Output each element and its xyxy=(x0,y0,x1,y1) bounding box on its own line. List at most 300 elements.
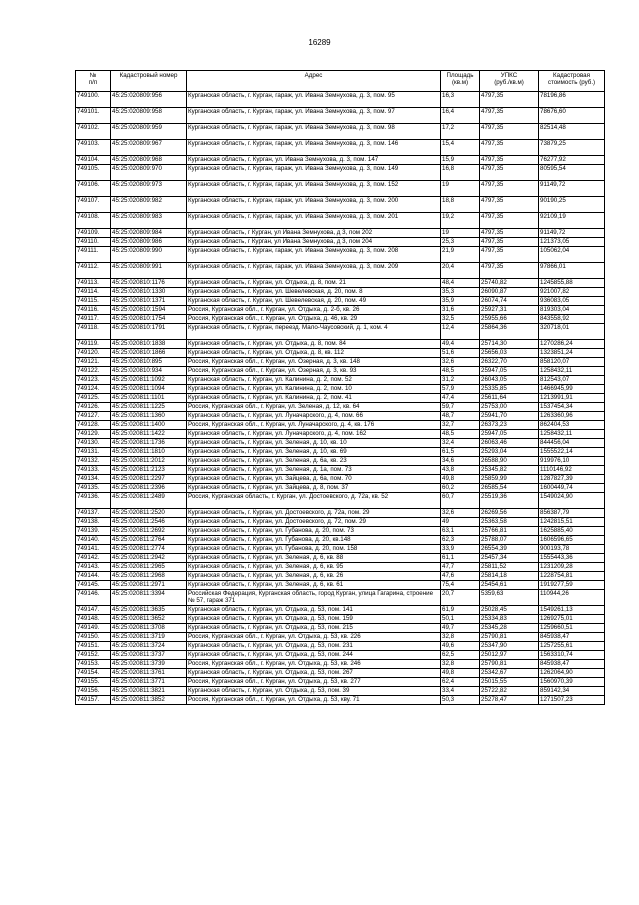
row-cadastral-value: 121373,05 xyxy=(539,238,605,247)
row-upks: 4797,35 xyxy=(480,140,539,156)
row-cadastral-value: 78196,86 xyxy=(539,92,605,108)
row-cadastral-number: 45:25:020811:1360 xyxy=(111,412,187,421)
row-cadastral-number: 45:25:020811:1400 xyxy=(111,421,187,430)
row-cadastral-number: 45:25:020809:990 xyxy=(111,247,187,263)
row-cadastral-number: 45:25:020809:956 xyxy=(111,92,187,108)
table-row xyxy=(76,527,605,536)
row-number: 749157. xyxy=(76,696,111,705)
row-number: 749154. xyxy=(76,669,111,678)
row-cadastral-value: 1549024,90 xyxy=(539,493,605,509)
table-row xyxy=(76,238,605,247)
row-cadastral-value: 919976,10 xyxy=(539,457,605,466)
row-number: 749102. xyxy=(76,124,111,140)
row-upks: 25788,07 xyxy=(480,536,539,545)
row-cadastral-value: 1213991,91 xyxy=(539,394,605,403)
row-cadastral-value: 859142,34 xyxy=(539,687,605,696)
row-number: 749141. xyxy=(76,545,111,554)
row-upks: 25342,67 xyxy=(480,669,539,678)
row-area: 48,5 xyxy=(441,430,480,439)
row-upks: 25859,99 xyxy=(480,475,539,484)
row-address: Курганская область, г. Курган, ул. Зеленая, д. 6, кв. 61 xyxy=(187,581,441,590)
row-cadastral-value: 856387,79 xyxy=(539,509,605,518)
row-area: 33,4 xyxy=(441,687,480,696)
row-upks: 26322,70 xyxy=(480,358,539,367)
row-number: 749145. xyxy=(76,581,111,590)
row-cadastral-number: 45:25:020811:3737 xyxy=(111,651,187,660)
row-number: 749129. xyxy=(76,430,111,439)
row-number: 749136. xyxy=(76,493,111,509)
row-address: Курганская область, г. Курган, ул. Зеленая, д. 6, кв. 88 xyxy=(187,554,441,563)
row-cadastral-number: 45:25:020811:1422 xyxy=(111,430,187,439)
row-address: Курганская область, г. Курган, ул. Шевелевская, д. 20, пом. 8 xyxy=(187,288,441,297)
row-address: Курганская область, г. Курган, ул. Достоевского, д. 72, пом. 29 xyxy=(187,518,441,527)
row-address: Курганская область, г. Курган, ул. Зеленая, д. 1а, пом. 73 xyxy=(187,466,441,475)
row-cadastral-value: 1555522,14 xyxy=(539,448,605,457)
row-area: 61,9 xyxy=(441,606,480,615)
table-row xyxy=(76,279,605,288)
table-row xyxy=(76,229,605,238)
row-cadastral-value: 1606596,65 xyxy=(539,536,605,545)
table-row xyxy=(76,696,605,705)
row-address: Курганская область, г. Курган, ул. Зеленая, д. 10, кв. 69 xyxy=(187,448,441,457)
row-cadastral-number: 45:25:020811:3821 xyxy=(111,687,187,696)
row-cadastral-value: 78676,60 xyxy=(539,108,605,124)
row-cadastral-number: 45:25:020809:982 xyxy=(111,197,187,213)
row-address: Курганская область, г. Курган, ул. Губанова, д. 20, пом. 158 xyxy=(187,545,441,554)
row-upks: 25947,05 xyxy=(480,430,539,439)
row-cadastral-number: 45:25:020811:2774 xyxy=(111,545,187,554)
row-upks: 25814,18 xyxy=(480,572,539,581)
row-cadastral-number: 45:25:020811:1225 xyxy=(111,403,187,412)
row-area: 25,3 xyxy=(441,238,480,247)
row-cadastral-value: 1245855,88 xyxy=(539,279,605,288)
row-upks: 25811,52 xyxy=(480,563,539,572)
row-upks: 25519,36 xyxy=(480,493,539,509)
row-area: 32,5 xyxy=(441,315,480,324)
row-number: 749124. xyxy=(76,385,111,394)
row-cadastral-number: 45:25:020809:983 xyxy=(111,213,187,229)
row-area: 49,6 xyxy=(441,642,480,651)
row-address: Курганская область, г. Курган, ул. Зайцева, д. 8, пом. 37 xyxy=(187,484,441,493)
row-area: 16,4 xyxy=(441,108,480,124)
row-upks: 4797,35 xyxy=(480,181,539,197)
row-area: 18,8 xyxy=(441,197,480,213)
row-cadastral-value: 320718,01 xyxy=(539,324,605,340)
row-area: 60,7 xyxy=(441,493,480,509)
row-cadastral-value: 1287827,39 xyxy=(539,475,605,484)
row-area: 19 xyxy=(441,181,480,197)
cadastral-table xyxy=(75,70,605,705)
row-upks: 26043,05 xyxy=(480,376,539,385)
row-area: 48,4 xyxy=(441,279,480,288)
row-address: Курганская область, г. Курган, гараж, ул. Ивана Земнухова, д. 3, пом. 209 xyxy=(187,263,441,279)
row-cadastral-value: 845938,47 xyxy=(539,633,605,642)
row-cadastral-number: 45:25:020811:3652 xyxy=(111,615,187,624)
row-area: 32,6 xyxy=(441,358,480,367)
row-cadastral-number: 45:25:020810:1791 xyxy=(111,324,187,340)
row-number: 749146. xyxy=(76,590,111,606)
row-upks: 25955,66 xyxy=(480,315,539,324)
row-area: 47,6 xyxy=(441,572,480,581)
row-area: 32,6 xyxy=(441,509,480,518)
row-number: 749112. xyxy=(76,263,111,279)
table-row xyxy=(76,554,605,563)
row-number: 749120. xyxy=(76,349,111,358)
row-area: 16,3 xyxy=(441,92,480,108)
row-address: Курганская область, г. Курган, гараж, ул. Ивана Земнухова, д. 3, пом. 95 xyxy=(187,92,441,108)
row-number: 749126. xyxy=(76,403,111,412)
row-cadastral-value: 97866,01 xyxy=(539,263,605,279)
row-area: 35,9 xyxy=(441,297,480,306)
row-cadastral-value: 80595,54 xyxy=(539,165,605,181)
row-number: 749143. xyxy=(76,563,111,572)
table-row xyxy=(76,315,605,324)
row-cadastral-number: 45:25:020810:1330 xyxy=(111,288,187,297)
row-area: 16,8 xyxy=(441,165,480,181)
row-cadastral-value: 1270286,24 xyxy=(539,340,605,349)
table-row xyxy=(76,669,605,678)
row-cadastral-number: 45:25:020811:3719 xyxy=(111,633,187,642)
row-upks: 25766,81 xyxy=(480,527,539,536)
row-cadastral-value: 1259660,51 xyxy=(539,624,605,633)
table-row xyxy=(76,651,605,660)
row-cadastral-value: 1600449,74 xyxy=(539,484,605,493)
row-address: Курганская область, г. Курган, ул. Отдыха, д. 53, пом. 141 xyxy=(187,606,441,615)
row-cadastral-number: 45:25:020811:1810 xyxy=(111,448,187,457)
row-upks: 5359,63 xyxy=(480,590,539,606)
row-area: 21,9 xyxy=(441,247,480,263)
row-address: Россия, Курганская обл., г. Курган, ул. Отдыха, д. 53, кв. 246 xyxy=(187,660,441,669)
row-cadastral-number: 45:25:020810:895 xyxy=(111,358,187,367)
row-address: Россия, Курганская обл., г. Курган, ул. Озерная, д. 3, кв. 148 xyxy=(187,358,441,367)
row-address: Россия, Курганская обл., г. Курган, ул. Зеленая, д. 12, кв. 64 xyxy=(187,403,441,412)
row-cadastral-number: 45:25:020811:3771 xyxy=(111,678,187,687)
row-number: 749114. xyxy=(76,288,111,297)
table-row xyxy=(76,367,605,376)
row-area: 32,7 xyxy=(441,421,480,430)
row-number: 749113. xyxy=(76,279,111,288)
row-area: 57,9 xyxy=(441,385,480,394)
row-area: 31,6 xyxy=(441,306,480,315)
row-address: Курганская область, г. Курган, ул. Отдыха, д. 53, пом. 244 xyxy=(187,651,441,660)
row-cadastral-number: 45:25:020809:967 xyxy=(111,140,187,156)
row-cadastral-number: 45:25:020811:2489 xyxy=(111,493,187,509)
row-area: 32,4 xyxy=(441,439,480,448)
row-address: Курганская область, г. Курган, ул. Луначарского, д. 4, пом. 66 xyxy=(187,412,441,421)
row-number: 749147. xyxy=(76,606,111,615)
row-address: Россия, Курганская обл., г. Курган, ул. Отдыха, д. 53, кв. 226 xyxy=(187,633,441,642)
table-row xyxy=(76,466,605,475)
row-cadastral-number: 45:25:020811:1092 xyxy=(111,376,187,385)
row-number: 749106. xyxy=(76,181,111,197)
row-cadastral-number: 45:25:020811:3708 xyxy=(111,624,187,633)
row-cadastral-number: 45:25:020809:986 xyxy=(111,238,187,247)
row-number: 749119. xyxy=(76,340,111,349)
row-upks: 25028,45 xyxy=(480,606,539,615)
row-cadastral-value: 73879,25 xyxy=(539,140,605,156)
row-cadastral-value: 1263360,96 xyxy=(539,412,605,421)
row-area: 33,9 xyxy=(441,545,480,554)
row-address: Курганская область, г. Курган, гараж, ул. Ивана Земнухова, д. 3, пом. 149 xyxy=(187,165,441,181)
row-cadastral-value: 862404,53 xyxy=(539,421,605,430)
row-address: Российская Федерация, Курганская область, город Курган, улица Гагарина, строение № 57, гараж 371 xyxy=(187,590,441,606)
row-number: 749111. xyxy=(76,247,111,263)
row-area: 43,8 xyxy=(441,466,480,475)
row-cadastral-value: 91149,72 xyxy=(539,229,605,238)
row-upks: 25864,36 xyxy=(480,324,539,340)
row-cadastral-value: 110944,26 xyxy=(539,590,605,606)
row-area: 49,7 xyxy=(441,624,480,633)
row-upks: 25740,82 xyxy=(480,279,539,288)
table-row xyxy=(76,306,605,315)
row-cadastral-number: 45:25:020810:1838 xyxy=(111,340,187,349)
row-upks: 25363,58 xyxy=(480,518,539,527)
row-area: 35,3 xyxy=(441,288,480,297)
row-upks: 25722,82 xyxy=(480,687,539,696)
table-row xyxy=(76,509,605,518)
row-upks: 4797,35 xyxy=(480,197,539,213)
row-upks: 26269,56 xyxy=(480,509,539,518)
table-row xyxy=(76,430,605,439)
row-cadastral-number: 45:25:020809:968 xyxy=(111,156,187,165)
row-cadastral-value: 819303,04 xyxy=(539,306,605,315)
row-upks: 4797,35 xyxy=(480,156,539,165)
table-row xyxy=(76,590,605,606)
row-address: Курганская область, г. Курган, ул. Отдыха, д. 53, пом. 215 xyxy=(187,624,441,633)
row-address: Курганская область, г. Курган, ул. Зеленая, д. 6, кв. 95 xyxy=(187,563,441,572)
row-number: 749137. xyxy=(76,509,111,518)
row-upks: 25656,03 xyxy=(480,349,539,358)
header-address: Адрес xyxy=(187,71,441,92)
header-cadastral-value: Кадастровая стоимость (руб.) xyxy=(539,71,605,92)
row-cadastral-value: 91149,72 xyxy=(539,181,605,197)
row-cadastral-value: 1466945,99 xyxy=(539,385,605,394)
row-number: 749152. xyxy=(76,651,111,660)
row-number: 749139. xyxy=(76,527,111,536)
row-upks: 25347,90 xyxy=(480,642,539,651)
row-area: 17,2 xyxy=(441,124,480,140)
row-area: 48,7 xyxy=(441,412,480,421)
table-row xyxy=(76,124,605,140)
table-row xyxy=(76,156,605,165)
table-row xyxy=(76,642,605,651)
row-cadastral-number: 45:25:020809:973 xyxy=(111,181,187,197)
row-cadastral-value: 1228754,81 xyxy=(539,572,605,581)
table-row xyxy=(76,403,605,412)
row-number: 749108. xyxy=(76,213,111,229)
row-address: Курганская область, г. Курган, ул. Зеленая, д. 10, кв. 10 xyxy=(187,439,441,448)
table-row xyxy=(76,92,605,108)
table-row xyxy=(76,340,605,349)
table-row xyxy=(76,536,605,545)
row-area: 51,6 xyxy=(441,349,480,358)
row-cadastral-number: 45:25:020811:2942 xyxy=(111,554,187,563)
row-number: 749109. xyxy=(76,229,111,238)
row-cadastral-value: 812543,07 xyxy=(539,376,605,385)
row-upks: 25335,85 xyxy=(480,385,539,394)
header-upks: УПКС (руб./кв.м) xyxy=(480,71,539,92)
row-upks: 25278,47 xyxy=(480,696,539,705)
row-address: Курганская область, г. Курган, ул. Губанова, д. 20, кв.148 xyxy=(187,536,441,545)
row-area: 75,4 xyxy=(441,581,480,590)
row-cadastral-number: 45:25:020811:3394 xyxy=(111,590,187,606)
row-address: Курганская область, г. Курган, ул. Зеленая, д. 6а, кв. 23 xyxy=(187,457,441,466)
row-cadastral-value: 844456,04 xyxy=(539,439,605,448)
row-upks: 25334,83 xyxy=(480,615,539,624)
row-address: Россия, Курганская обл., г. Курган, ул. Отдыха, д. 53, кв. 277 xyxy=(187,678,441,687)
row-cadastral-value: 82514,48 xyxy=(539,124,605,140)
row-address: Курганская область, г. Курган, гараж, ул. Ивана Земнухова, д. 3, пом. 97 xyxy=(187,108,441,124)
row-area: 34,6 xyxy=(441,457,480,466)
row-area: 62,5 xyxy=(441,651,480,660)
row-number: 749140. xyxy=(76,536,111,545)
row-address: Курганская область, г. Курган, ул. Отдыха, д. 8, кв. 112 xyxy=(187,349,441,358)
row-area: 63,1 xyxy=(441,527,480,536)
row-upks: 4797,35 xyxy=(480,124,539,140)
table-row xyxy=(76,581,605,590)
row-number: 749101. xyxy=(76,108,111,124)
header-number: № п/п xyxy=(76,71,111,92)
row-upks: 25790,81 xyxy=(480,633,539,642)
row-area: 20,4 xyxy=(441,263,480,279)
row-area: 49,4 xyxy=(441,340,480,349)
row-number: 749103. xyxy=(76,140,111,156)
row-cadastral-number: 45:25:020811:2297 xyxy=(111,475,187,484)
row-address: Курганская область, г. Курган, ул. Зеленая, д. 6, кв. 26 xyxy=(187,572,441,581)
row-upks: 26063,46 xyxy=(480,439,539,448)
header-cadastral-number: Кадастровый номер xyxy=(111,71,187,92)
table-row xyxy=(76,545,605,554)
table-row xyxy=(76,165,605,181)
row-address: Россия, Курганская обл., г. Курган, ул. Озерная, д. 3, кв. 93 xyxy=(187,367,441,376)
row-address: Россия, Курганская обл., г. Курган, ул. Отдыха, д. 2-б, кв. 26 xyxy=(187,306,441,315)
row-area: 50,1 xyxy=(441,615,480,624)
table-row xyxy=(76,484,605,493)
row-address: Курганская область, г. Курган, гараж, ул. Ивана Земнухова, д. 3, пом. 201 xyxy=(187,213,441,229)
row-upks: 4797,35 xyxy=(480,263,539,279)
row-number: 749131. xyxy=(76,448,111,457)
table-row xyxy=(76,358,605,367)
row-upks: 26074,74 xyxy=(480,297,539,306)
row-number: 749121. xyxy=(76,358,111,367)
row-cadastral-value: 1242815,51 xyxy=(539,518,605,527)
table-row xyxy=(76,324,605,340)
row-number: 749135. xyxy=(76,484,111,493)
row-cadastral-value: 936083,05 xyxy=(539,297,605,306)
row-address: Курганская область, г. Курган, ул. Шевелевская, д. 20, пом. 49 xyxy=(187,297,441,306)
row-number: 749122. xyxy=(76,367,111,376)
table-row xyxy=(76,606,605,615)
row-cadastral-value: 1269275,01 xyxy=(539,615,605,624)
row-number: 749138. xyxy=(76,518,111,527)
table-row xyxy=(76,213,605,229)
row-cadastral-number: 45:25:020811:3724 xyxy=(111,642,187,651)
row-cadastral-value: 1563310,74 xyxy=(539,651,605,660)
row-cadastral-value: 1537454,34 xyxy=(539,403,605,412)
row-number: 749123. xyxy=(76,376,111,385)
row-area: 47,4 xyxy=(441,394,480,403)
row-upks: 4797,35 xyxy=(480,238,539,247)
row-address: Курганская область, г. Курган, ул. Достоевского, д. 72а, пом. 29 xyxy=(187,509,441,518)
row-number: 749125. xyxy=(76,394,111,403)
row-address: Курганская область, г. Курган, ул. Ивана Земнухова, д. 3, пом. 147 xyxy=(187,156,441,165)
row-cadastral-value: 900193,78 xyxy=(539,545,605,554)
row-upks: 4797,35 xyxy=(480,247,539,263)
row-upks: 26554,39 xyxy=(480,545,539,554)
table-row xyxy=(76,394,605,403)
table-row xyxy=(76,475,605,484)
row-area: 61,1 xyxy=(441,554,480,563)
row-address: Курганская область, г. Курган, ул. Отдыха, д. 53, пом. 159 xyxy=(187,615,441,624)
row-upks: 4797,35 xyxy=(480,108,539,124)
row-cadastral-number: 45:25:020811:3761 xyxy=(111,669,187,678)
row-area: 60,2 xyxy=(441,484,480,493)
row-number: 749115. xyxy=(76,297,111,306)
row-address: Курганская область, г. Курган, ул. Губанова, д. 20, пом. 73 xyxy=(187,527,441,536)
row-address: Россия, Курганская обл., г. Курган, ул. Луначарского, д. 4, кв. 176 xyxy=(187,421,441,430)
table-row xyxy=(76,518,605,527)
row-upks: 4797,35 xyxy=(480,165,539,181)
row-area: 49,8 xyxy=(441,475,480,484)
row-cadastral-value: 1257255,61 xyxy=(539,642,605,651)
table-row xyxy=(76,678,605,687)
row-area: 31,2 xyxy=(441,376,480,385)
row-area: 47,7 xyxy=(441,563,480,572)
row-cadastral-value: 1110146,92 xyxy=(539,466,605,475)
row-cadastral-number: 45:25:020809:959 xyxy=(111,124,187,140)
row-number: 749156. xyxy=(76,687,111,696)
header-area: Площадь (кв.м) xyxy=(441,71,480,92)
row-upks: 26090,87 xyxy=(480,288,539,297)
row-number: 749117. xyxy=(76,315,111,324)
row-cadastral-number: 45:25:020809:970 xyxy=(111,165,187,181)
row-area: 15,9 xyxy=(441,156,480,165)
row-area: 49 xyxy=(441,518,480,527)
row-number: 749127. xyxy=(76,412,111,421)
row-cadastral-value: 843558,92 xyxy=(539,315,605,324)
row-area: 59,7 xyxy=(441,403,480,412)
row-number: 749149. xyxy=(76,624,111,633)
row-cadastral-number: 45:25:020811:3635 xyxy=(111,606,187,615)
row-number: 749107. xyxy=(76,197,111,213)
row-address: Курганская область, г Курган, ул Ивана Земнухова, д 3, пом 202 xyxy=(187,229,441,238)
row-number: 749118. xyxy=(76,324,111,340)
table-row xyxy=(76,660,605,669)
row-area: 49,8 xyxy=(441,669,480,678)
row-cadastral-number: 45:25:020811:2546 xyxy=(111,518,187,527)
row-number: 749132. xyxy=(76,457,111,466)
table-row xyxy=(76,457,605,466)
row-cadastral-value: 76277,92 xyxy=(539,156,605,165)
row-upks: 25790,81 xyxy=(480,660,539,669)
row-upks: 26588,90 xyxy=(480,457,539,466)
table-row xyxy=(76,615,605,624)
row-address: Курганская область, г. Курган, ул. Калинина, д. 2, пом. 10 xyxy=(187,385,441,394)
row-cadastral-number: 45:25:020809:984 xyxy=(111,229,187,238)
row-cadastral-value: 1258432,11 xyxy=(539,430,605,439)
row-cadastral-number: 45:25:020811:2764 xyxy=(111,536,187,545)
row-cadastral-value: 90190,25 xyxy=(539,197,605,213)
row-cadastral-value: 1919277,59 xyxy=(539,581,605,590)
row-upks: 4797,35 xyxy=(480,229,539,238)
page-number: 16289 xyxy=(308,38,331,47)
row-address: Россия, Курганская обл., г. Курган, ул. Отдыха, д. 53, кву. 71 xyxy=(187,696,441,705)
row-number: 749134. xyxy=(76,475,111,484)
row-upks: 25941,70 xyxy=(480,412,539,421)
table-row xyxy=(76,563,605,572)
row-number: 749133. xyxy=(76,466,111,475)
row-cadastral-number: 45:25:020811:2012 xyxy=(111,457,187,466)
